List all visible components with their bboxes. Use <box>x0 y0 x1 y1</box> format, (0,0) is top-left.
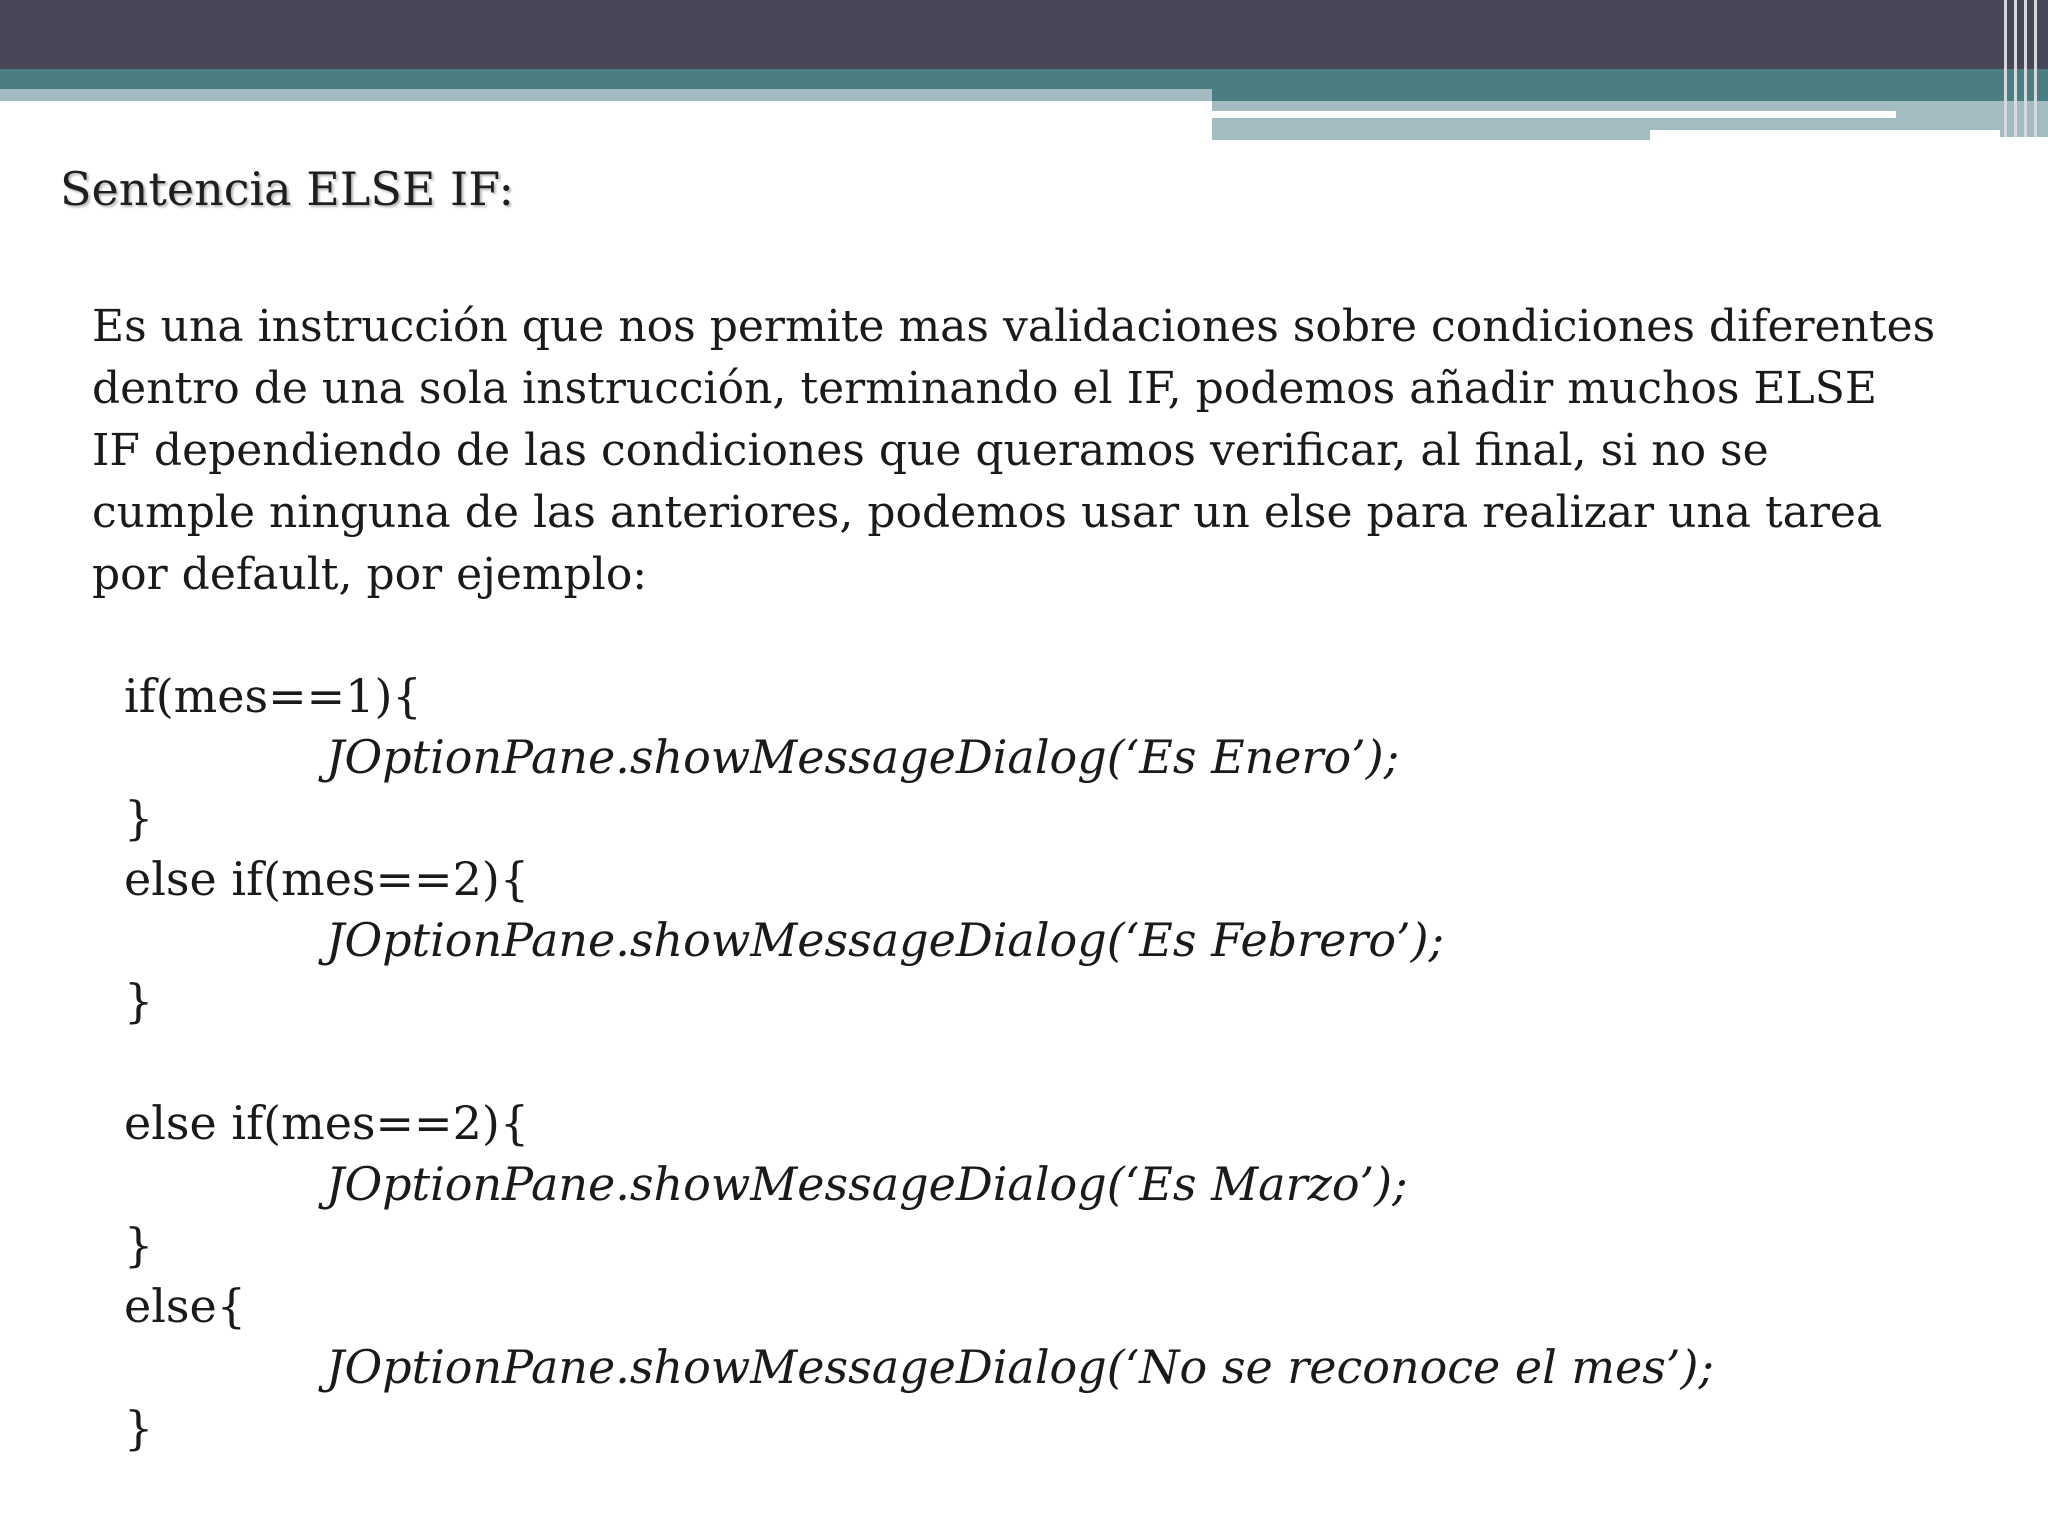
header-decorative-lines <box>2000 0 2048 137</box>
code-line: } <box>124 1401 154 1455</box>
code-line: else if(mes==2){ <box>124 1096 530 1150</box>
header-white-strip-2 <box>1650 130 2000 137</box>
paragraph-line: cumple ninguna de las anteriores, podemos usar un else para realizar una tarea <box>92 487 1883 538</box>
paragraph-line: dentro de una sola instrucción, terminando el IF, podemos añadir muchos ELSE <box>92 363 1878 414</box>
code-line: JOptionPane.showMessageDialog(‘No se reconoce el mes’); <box>326 1340 1714 1394</box>
body-paragraph <box>92 296 2012 606</box>
header-white-strip <box>1212 111 1896 118</box>
code-line: else if(mes==2){ <box>124 852 530 906</box>
code-line: JOptionPane.showMessageDialog(‘Es Marzo’); <box>326 1157 1408 1211</box>
header-bar-teal-right <box>1212 89 2048 101</box>
header-light-strip <box>1212 137 1650 140</box>
code-line: else{ <box>124 1279 247 1333</box>
paragraph-line: por default, por ejemplo: <box>92 549 648 600</box>
slide-title: Sentencia ELSE IF: <box>60 162 515 216</box>
decorative-line <box>2014 0 2017 137</box>
code-line: JOptionPane.showMessageDialog(‘Es Febrero’); <box>326 913 1445 967</box>
decorative-line <box>2034 0 2037 137</box>
header-bar-dark <box>0 0 2048 69</box>
paragraph-line: Es una instrucción que nos permite mas validaciones sobre condiciones diferentes <box>92 301 1936 352</box>
code-line: } <box>124 791 154 845</box>
code-line: } <box>124 1218 154 1272</box>
decorative-line <box>2004 0 2007 137</box>
paragraph-line: IF dependiendo de las condiciones que queramos verificar, al final, si no se <box>92 425 1769 476</box>
code-line: if(mes==1){ <box>124 669 422 723</box>
code-line: JOptionPane.showMessageDialog(‘Es Enero’); <box>326 730 1400 784</box>
header-bar-teal <box>0 69 2048 89</box>
code-example <box>124 666 1714 1459</box>
code-line: } <box>124 974 154 1028</box>
code-line-blank <box>124 1032 1714 1093</box>
decorative-line <box>2024 0 2027 137</box>
header-bar-light <box>0 89 1212 101</box>
